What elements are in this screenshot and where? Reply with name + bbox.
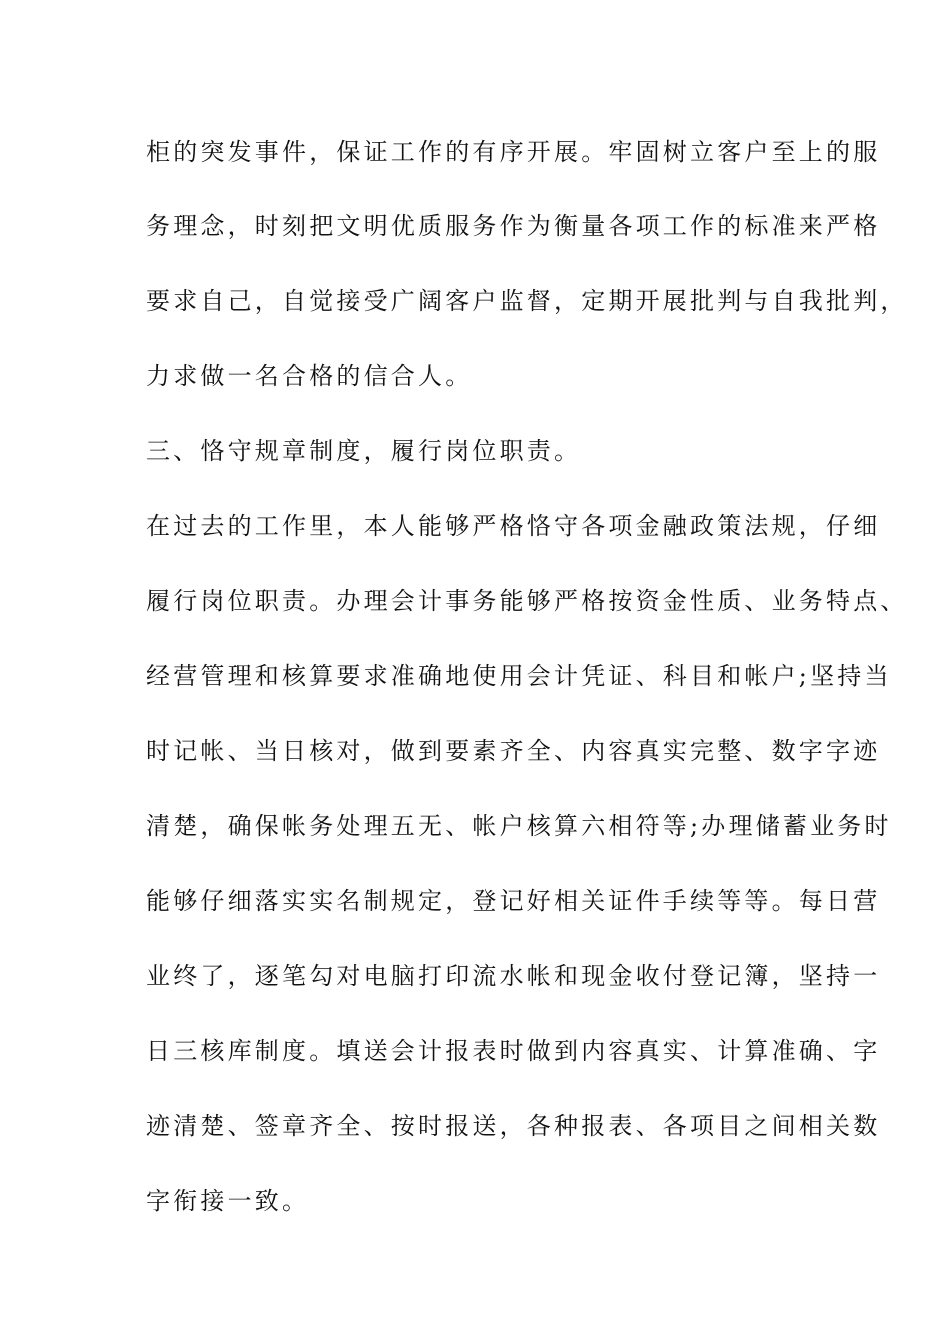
paragraph-line: 力求做一名合格的信合人。 — [146, 362, 473, 390]
paragraph-line: 时记帐、当日核对，做到要素齐全、内容真实完整、数字字迹 — [146, 737, 881, 765]
paragraph-line: 柜的突发事件，保证工作的有序开展。牢固树立客户至上的服 — [146, 138, 881, 166]
paragraph-line: 字衔接一致。 — [146, 1187, 310, 1215]
paragraph-line: 清楚，确保帐务处理五无、帐户核算六相符等;办理储蓄业务时 — [146, 812, 892, 840]
paragraph-line: 日三核库制度。填送会计报表时做到内容真实、计算准确、字 — [146, 1037, 881, 1065]
section-heading: 三、恪守规章制度，履行岗位职责。 — [146, 437, 582, 465]
paragraph-line: 经营管理和核算要求准确地使用会计凭证、科目和帐户;坚持当 — [146, 662, 892, 690]
paragraph-line: 要求自己，自觉接受广阔客户监督，定期开展批判与自我批判， — [146, 287, 908, 315]
paragraph-line: 迹清楚、签章齐全、按时报送，各种报表、各项目之间相关数 — [146, 1112, 881, 1140]
paragraph-line: 履行岗位职责。办理会计事务能够严格按资金性质、业务特点、 — [146, 587, 908, 615]
paragraph-line: 在过去的工作里，本人能够严格恪守各项金融政策法规，仔细 — [146, 512, 881, 540]
paragraph-line: 能够仔细落实实名制规定，登记好相关证件手续等等。每日营 — [146, 887, 881, 915]
paragraph-line: 务理念，时刻把文明优质服务作为衡量各项工作的标准来严格 — [146, 212, 881, 240]
paragraph-line: 业终了，逐笔勾对电脑打印流水帐和现金收付登记簿，坚持一 — [146, 962, 881, 990]
